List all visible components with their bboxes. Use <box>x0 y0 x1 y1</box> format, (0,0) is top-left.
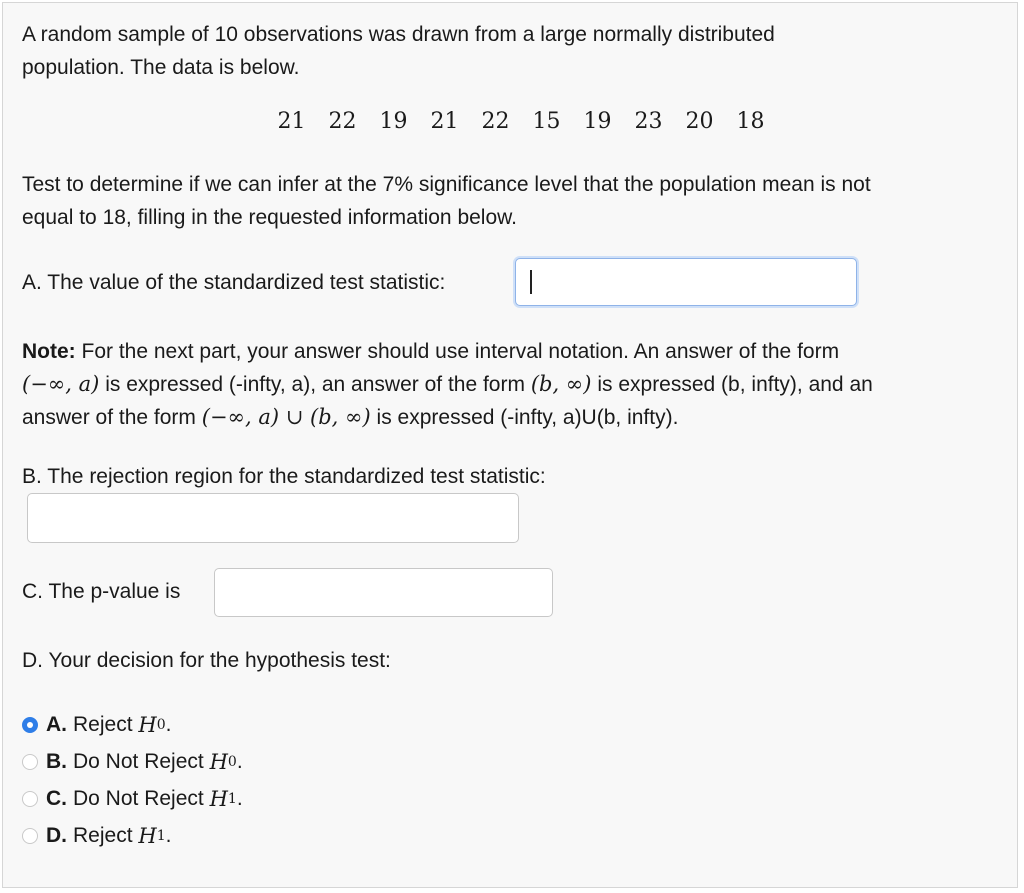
part-c-label: C. The p-value is <box>22 580 181 603</box>
hypothesis-subscript: 1 <box>156 828 166 844</box>
hypothesis-symbol: H <box>138 824 157 848</box>
note-bold: Note: <box>22 340 76 363</box>
option-text: Do Not Reject <box>73 787 210 810</box>
data-value: 19 <box>379 109 408 134</box>
radio-button[interactable] <box>22 791 38 807</box>
hypothesis-symbol: H <box>209 750 228 774</box>
radio-button[interactable] <box>22 754 38 770</box>
interval-math: (−∞, a) <box>22 372 100 396</box>
decision-option-c[interactable] <box>22 784 243 814</box>
data-value: 22 <box>481 109 510 134</box>
interval-math: (b, ∞) <box>530 372 592 396</box>
hypothesis-symbol: H <box>209 787 228 811</box>
radio-button[interactable] <box>22 828 38 844</box>
hypothesis-symbol: H <box>138 713 157 737</box>
part-d-label: D. Your decision for the hypothesis test: <box>22 649 391 672</box>
note-text: answer of the form <box>22 406 202 429</box>
test-statistic-input[interactable] <box>515 258 857 306</box>
data-value: 23 <box>634 109 663 134</box>
note-text: is expressed (-infty, a)U(b, infty). <box>370 406 679 429</box>
part-b-label: B. The rejection region for the standardized test statistic: <box>22 465 546 488</box>
note-line-3 <box>22 401 678 434</box>
part-a-label: A. The value of the standardized test statistic: <box>22 271 446 294</box>
radio-button-checked[interactable] <box>22 717 38 733</box>
text-caret <box>530 270 532 294</box>
option-period: . <box>165 713 172 736</box>
note-text: For the next part, your answer should use interval notation. An answer of the form <box>75 340 840 363</box>
data-value: 20 <box>685 109 714 134</box>
rejection-region-input[interactable] <box>27 493 519 543</box>
task-line-2: equal to 18, filling in the requested information below. <box>22 206 517 229</box>
decision-option-a[interactable] <box>22 710 171 740</box>
option-text: Do Not Reject <box>73 750 210 773</box>
interval-math: (−∞, a) ∪ (b, ∞) <box>201 405 371 429</box>
note-text: is expressed (-infty, a), an answer of the form <box>99 373 531 396</box>
option-text: Reject <box>73 824 139 847</box>
data-value: 18 <box>736 109 765 134</box>
task-line-1: Test to determine if we can infer at the 7% significance level that the population mean is not <box>22 173 871 196</box>
option-period: . <box>236 750 243 773</box>
decision-option-d[interactable] <box>22 821 171 851</box>
note-text: is expressed (b, infty), and an <box>591 373 873 396</box>
data-value: 15 <box>532 109 561 134</box>
data-value: 19 <box>583 109 612 134</box>
note-line-1 <box>22 335 839 368</box>
sample-data <box>3 109 1019 134</box>
option-period: . <box>165 824 172 847</box>
option-text: Reject <box>73 713 139 736</box>
decision-option-b[interactable] <box>22 747 243 777</box>
intro-line-1: A random sample of 10 observations was drawn from a large normally distributed <box>22 23 775 46</box>
p-value-input[interactable] <box>214 568 553 617</box>
option-period: . <box>236 787 243 810</box>
intro-line-2: population. The data is below. <box>22 56 300 79</box>
hypothesis-subscript: 0 <box>227 754 237 770</box>
option-letter: A. <box>46 713 67 736</box>
option-letter: C. <box>46 787 67 810</box>
note-line-2 <box>22 368 873 401</box>
data-value: 21 <box>430 109 459 134</box>
option-letter: D. <box>46 824 67 847</box>
question-panel <box>2 2 1018 888</box>
hypothesis-subscript: 0 <box>156 717 166 733</box>
data-value: 21 <box>277 109 306 134</box>
option-letter: B. <box>46 750 67 773</box>
hypothesis-subscript: 1 <box>227 791 237 807</box>
data-value: 22 <box>328 109 357 134</box>
